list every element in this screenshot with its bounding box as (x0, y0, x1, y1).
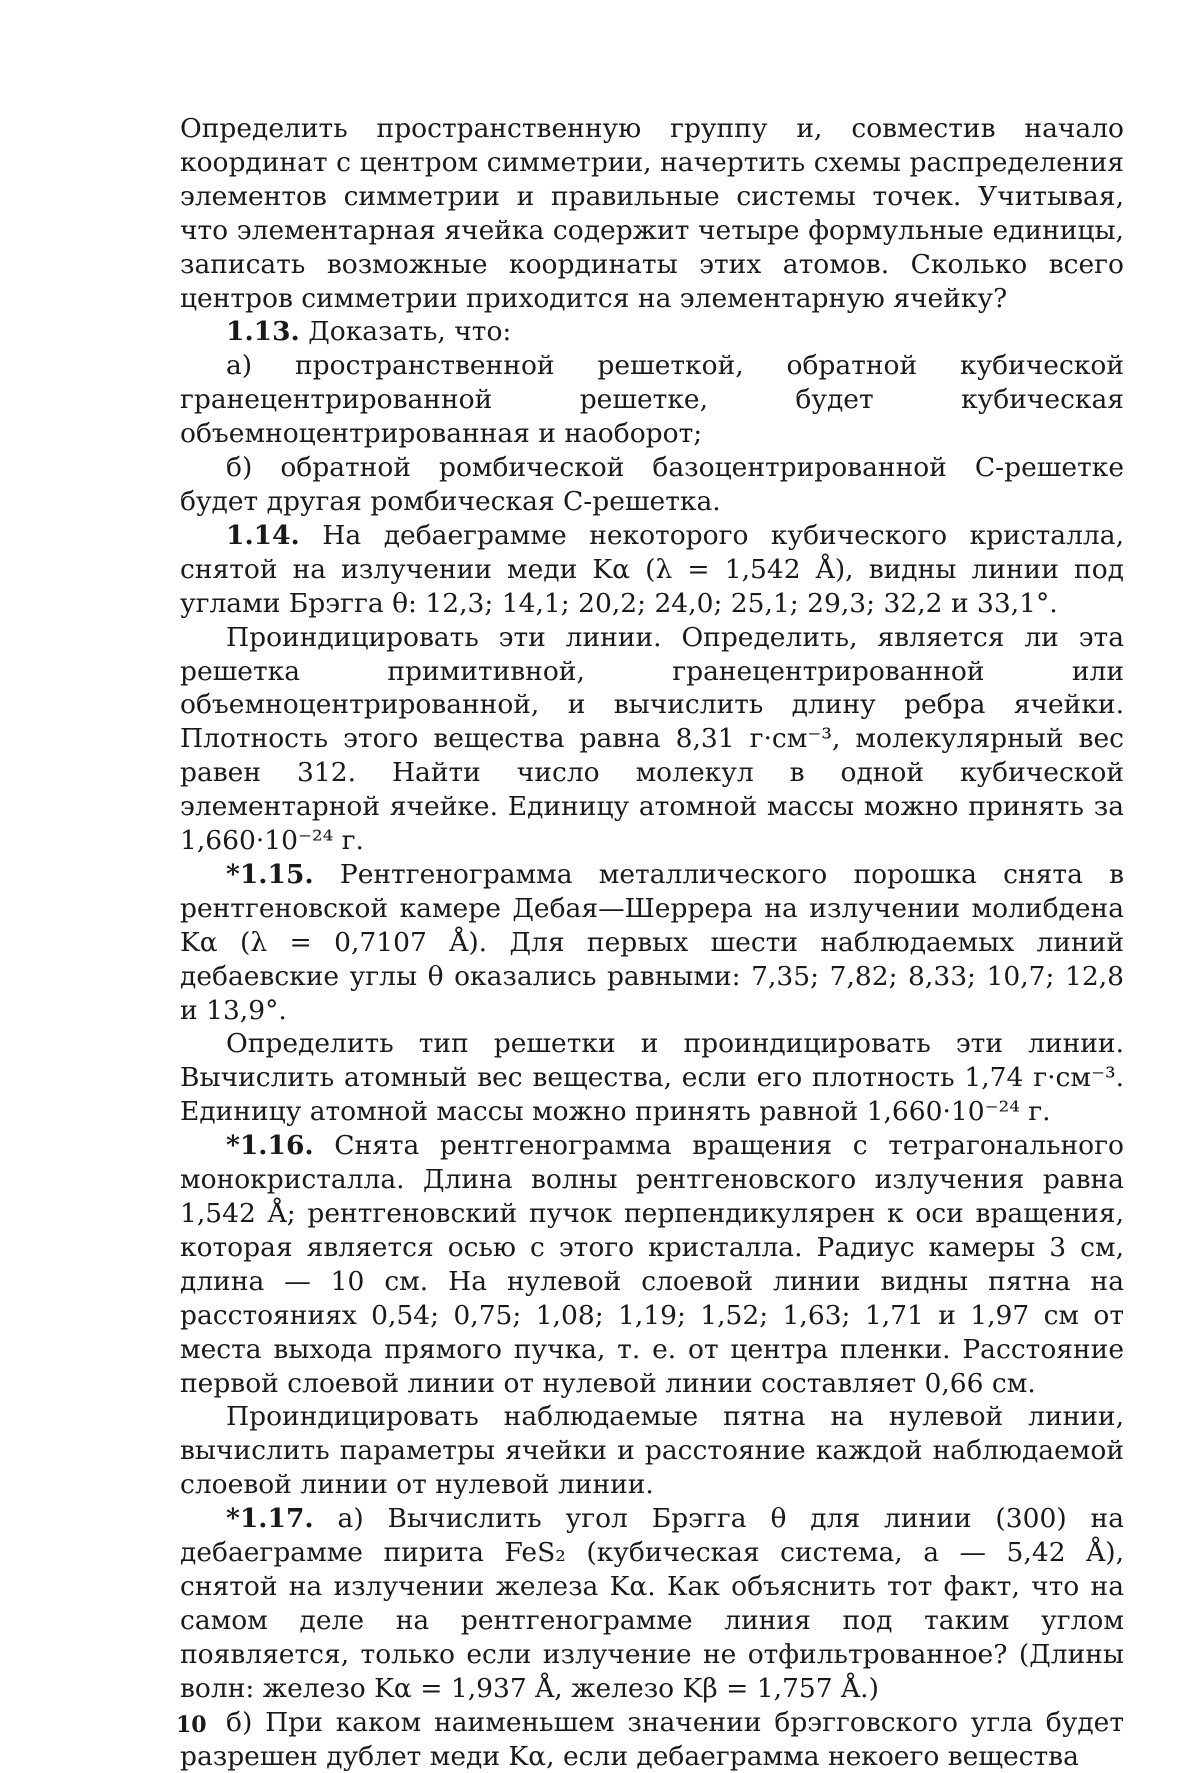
paragraph (180, 1706, 1124, 1773)
paragraph (180, 112, 1124, 315)
paragraph (180, 349, 1124, 451)
paragraph-text: Проиндицировать эти линии. Определить, является ли эта решетка примитивной, гранецентрированной или объемноцентрированной, и вычислить длину ребра ячейки. Плотность этого вещества равна 8,31 г·см⁻³, молекулярный вес равен 312. Найти число молекул в одной кубической элементарной ячейке. Единицу атомной массы можно принять за 1,660·10⁻²⁴ г. (180, 621, 1124, 857)
paragraph (180, 1502, 1124, 1705)
paragraph-text: Проиндицировать наблюдаемые пятна на нулевой линии, вычислить параметры ячейки и расстояние каждой наблюдаемой слоевой линии от нулевой линии. (180, 1401, 1124, 1501)
paragraph-text: Снята рентгенограмма вращения с тетрагонального монокристалла. Длина волны рентгеновского излучения равна 1,542 Å; рентгеновский пучок перпендикулярен к оси вращения, которая является осью c этого кристалла. Радиус камеры 3 см, длина — 10 см. На нулевой слоевой линии видны пятна на расстояниях 0,54; 0,75; 1,08; 1,19; 1,52; 1,63; 1,71 и 1,97 см от места выхода прямого пучка, т. е. от центра пленки. Расстояние первой слоевой линии от нулевой линии составляет 0,66 см. (180, 1130, 1124, 1399)
page-number: 10 (176, 1712, 207, 1738)
paragraph-text: Определить тип решетки и проиндицировать эти линии. Вычислить атомный вес вещества, если его плотность 1,74 г·см⁻³. Единицу атомной массы можно принять равной 1,660·10⁻²⁴ г. (180, 1028, 1124, 1128)
paragraph (180, 1400, 1124, 1502)
problem-number: *1.16. (226, 1130, 314, 1162)
problem-number: *1.17. (226, 1503, 314, 1535)
problem-number: 1.13. (226, 316, 300, 348)
problem-number: 1.14. (226, 519, 300, 551)
paragraph (180, 1027, 1124, 1129)
paragraph-text: Доказать, что: (308, 316, 512, 348)
paragraph-text: На дебаеграмме некоторого кубического кристалла, снятой на излучении меди Kα (λ = 1,542 Å), видны линии под углами Брэгга θ: 12,3; 14,1; 20,2; 24,0; 25,1; 29,3; 32,2 и 33,1°. (180, 519, 1124, 619)
problem-number: *1.15. (226, 858, 314, 890)
paragraph-text: б) При каком наименьшем значении брэгговского угла будет разрешен дублет меди Kα, если дебаеграмма некоего вещества (180, 1706, 1124, 1772)
paragraph-text: а) пространственной решеткой, обратной кубической гранецентрированной решетке, будет кубическая объемноцентрированная и наоборот; (180, 350, 1124, 450)
paragraph (180, 451, 1124, 519)
page-body (180, 112, 1124, 1773)
paragraph (180, 519, 1124, 621)
paragraph (180, 315, 1124, 349)
paragraph-text: б) обратной ромбической базоцентрированной C-решетке будет другая ромбическая C-решетка. (180, 452, 1124, 517)
paragraph (180, 858, 1124, 1028)
paragraph (180, 1129, 1124, 1400)
paragraph-text: Рентгенограмма металлического порошка снята в рентгеновской камере Дебая—Шеррера на излучении молибдена Kα (λ = 0,7107 Å). Для первых шести наблюдаемых линий дебаевские углы θ оказались равными: 7,35; 7,82; 8,33; 10,7; 12,8 и 13,9°. (180, 858, 1124, 1026)
paragraph-text: Определить пространственную группу и, совместив начало координат с центром симметрии, начертить схемы распределения элементов симметрии и правильные системы точек. Учитывая, что элементарная ячейка содержит четыре формульные единицы, записать возможные координаты этих атомов. Сколько всего центров симметрии приходится на элементарную ячейку? (180, 113, 1124, 314)
paragraph-text: а) Вычислить угол Брэгга θ для линии (300) на дебаеграмме пирита FeS₂ (кубическая система, a — 5,42 Å), снятой на излучении железа Kα. Как объяснить тот факт, что на самом деле на рентгенограмме линия под таким углом появляется, только если излучение не отфильтрованное? (Длины волн: железо Kα = 1,937 Å, железо Kβ = 1,757 Å.) (180, 1503, 1124, 1704)
paragraph (180, 621, 1124, 858)
